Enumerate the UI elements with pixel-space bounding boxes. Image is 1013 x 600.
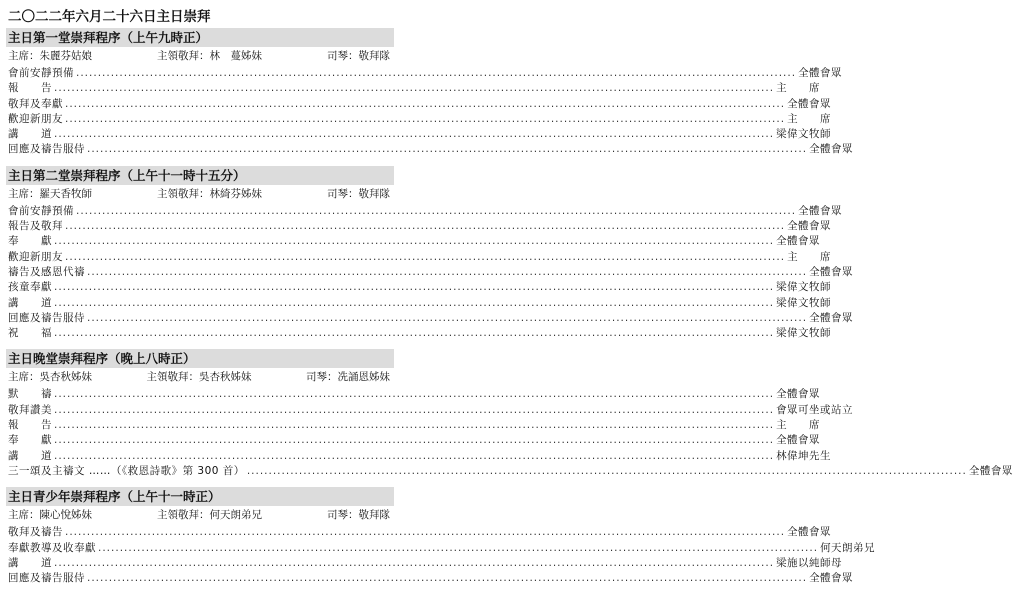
- dot-leader: ......................................................................................................................................................................: [54, 403, 775, 416]
- program-item: 敬拜讚美: [8, 403, 52, 416]
- program-item: 祝 福: [8, 327, 52, 340]
- program-responsible: 何天朗弟兄: [820, 541, 876, 554]
- dot-leader: ......................................................................................................................................................................: [54, 556, 775, 569]
- program-row: [6, 219, 832, 234]
- program-responsible: 會眾可坐或站立: [776, 403, 854, 416]
- page-title: 二〇二二年六月二十六日主日崇拜: [8, 9, 211, 25]
- program-item: 講 道: [8, 296, 52, 309]
- dot-leader: ......................................................................................................................................................................: [87, 143, 808, 156]
- presider-text: 主席：羅天香牧師: [8, 187, 92, 200]
- program-responsible: 全體會眾: [787, 97, 832, 110]
- program-item: 敬拜及禱告: [8, 526, 63, 539]
- section-roles: [6, 47, 394, 66]
- bulletin-page: [6, 6, 1013, 594]
- program-item: 講 道: [8, 128, 52, 141]
- dot-leader: ......................................................................................................................................................................: [54, 419, 775, 432]
- program-item: 回應及禱告服侍: [8, 311, 85, 324]
- program-row: [6, 265, 854, 280]
- program-row: [6, 81, 821, 96]
- program-row: [6, 403, 854, 418]
- section-roles: [6, 368, 394, 387]
- program-item: 會前安靜預備: [8, 67, 74, 79]
- organist-text: 司琴：敬拜隊: [327, 50, 390, 62]
- program-row: [6, 525, 832, 540]
- dot-leader: ......................................................................................................................................................................: [65, 526, 786, 539]
- dot-leader: ......................................................................................................................................................................: [54, 327, 775, 340]
- section-header: 主日晚堂崇拜程序（晚上八時正）: [6, 349, 394, 368]
- program-item: 歡迎新朋友: [8, 112, 63, 125]
- dot-leader: ......................................................................................................................................................................: [54, 449, 775, 462]
- dot-leader: ......................................................................................................................................................................: [87, 265, 808, 278]
- dot-leader: ......................................................................................................................................................................: [54, 128, 775, 141]
- program-responsible: 全體會眾: [798, 204, 843, 217]
- program-item: 報 告: [8, 82, 52, 95]
- program-responsible: 梁偉文牧師: [776, 327, 832, 340]
- dot-leader: ......................................................................................................................................................................: [54, 434, 775, 447]
- program-item: 孩童奉獻: [8, 281, 52, 294]
- program-row: [6, 234, 821, 249]
- dot-leader: ......................................................................................................................................................................: [65, 250, 786, 263]
- program-item: 回應及禱告服侍: [8, 572, 85, 585]
- dot-leader: ......................................................................................................................................................................: [98, 541, 819, 554]
- section-roles: [6, 185, 394, 204]
- program-item: 禱告及感恩代禱: [8, 265, 85, 278]
- program-item: 三一頌及主禱文 ……（《救恩詩歌》第 300 首）: [8, 464, 245, 477]
- presider-text: 主席：陳心悅姊妹: [8, 509, 92, 522]
- program-responsible: 主 席: [787, 112, 832, 125]
- program-row: [6, 127, 832, 142]
- dot-leader: ......................................................................................................................................................................: [76, 67, 797, 79]
- program-row: [6, 449, 832, 464]
- program-responsible: 全體會眾: [809, 572, 854, 585]
- program-responsible: 全體會眾: [776, 235, 821, 248]
- program-row: [6, 142, 854, 157]
- program-row: [6, 433, 821, 448]
- program-responsible: 主 席: [787, 250, 832, 263]
- program-row: [6, 418, 821, 433]
- program-item: 報 告: [8, 419, 52, 432]
- program-responsible: 主 席: [776, 82, 821, 95]
- program-row: [6, 296, 832, 311]
- program-responsible: 梁偉文牧師: [776, 296, 832, 309]
- worship-leader-text: 主領敬拜：吳杏秋姊妹: [146, 371, 252, 384]
- program-row: [6, 112, 832, 127]
- program-row: [6, 541, 876, 556]
- program-item: 敬拜及奉獻: [8, 97, 63, 110]
- presider-text: 主席：吳杏秋姊妹: [8, 371, 92, 384]
- organist-text: 司琴：敬拜隊: [327, 509, 390, 522]
- presider-text: 主席：朱麗芬姑娘: [8, 50, 92, 62]
- program-row: [6, 97, 832, 112]
- program-responsible: 梁偉文牧師: [776, 128, 832, 141]
- program-item: 回應及禱告服侍: [8, 143, 85, 156]
- organist-text: 司琴：敬拜隊: [327, 187, 390, 200]
- organist-text: 司琴：冼誦恩姊妹: [306, 371, 390, 384]
- program-responsible: 全體會眾: [776, 434, 821, 447]
- service-section: [6, 28, 854, 158]
- worship-leader-text: 主領敬拜：何天朗弟兄: [157, 509, 262, 522]
- dot-leader: ......................................................................................................................................................................: [65, 220, 786, 233]
- program-item: 報告及敬拜: [8, 220, 63, 233]
- program-row: [6, 571, 854, 586]
- program-responsible: 全體會眾: [968, 464, 1013, 477]
- program-row: [6, 280, 832, 295]
- program-responsible: 全體會眾: [776, 388, 821, 401]
- worship-leader-text: 主領敬拜：林 蔓姊妹: [157, 50, 262, 62]
- dot-leader: ......................................................................................................................................................................: [76, 204, 797, 217]
- program-responsible: 全體會眾: [809, 311, 854, 324]
- program-responsible: 梁偉文牧師: [776, 281, 832, 294]
- program-item: 講 道: [8, 449, 52, 462]
- program-item: 奉獻教導及收奉獻: [8, 541, 96, 554]
- program-row: [6, 326, 832, 341]
- program-row: [6, 464, 1013, 479]
- program-row: [6, 311, 854, 326]
- program-responsible: 梁施以純師母: [776, 556, 843, 569]
- program-item: 會前安靜預備: [8, 204, 74, 217]
- section-header: 主日青少年崇拜程序（上午十一時正）: [6, 487, 394, 506]
- dot-leader: ......................................................................................................................................................................: [54, 235, 775, 248]
- program-item: 默 禱: [8, 388, 52, 401]
- dot-leader: ......................................................................................................................................................................: [246, 464, 967, 477]
- dot-leader: ......................................................................................................................................................................: [65, 97, 786, 110]
- program-item: 奉 獻: [8, 235, 52, 248]
- service-sections: [6, 28, 1013, 586]
- program-row: [6, 66, 843, 81]
- service-section: [6, 349, 1013, 479]
- section-roles: [6, 506, 394, 525]
- service-section: [6, 487, 876, 586]
- dot-leader: ......................................................................................................................................................................: [54, 82, 775, 95]
- dot-leader: ......................................................................................................................................................................: [87, 572, 808, 585]
- section-header: 主日第一堂崇拜程序（上午九時正）: [6, 28, 394, 47]
- program-row: [6, 387, 821, 402]
- dot-leader: ......................................................................................................................................................................: [54, 296, 775, 309]
- program-responsible: 全體會眾: [787, 220, 832, 233]
- program-responsible: 全體會眾: [798, 67, 843, 79]
- worship-leader-text: 主領敬拜：林綺芬姊妹: [157, 187, 262, 200]
- dot-leader: ......................................................................................................................................................................: [54, 388, 775, 401]
- program-responsible: 全體會眾: [809, 265, 854, 278]
- program-item: 講 道: [8, 556, 52, 569]
- dot-leader: ......................................................................................................................................................................: [54, 281, 775, 294]
- program-row: [6, 250, 832, 265]
- program-row: [6, 556, 843, 571]
- program-responsible: 全體會眾: [787, 526, 832, 539]
- section-header: 主日第二堂崇拜程序（上午十一時十五分）: [6, 166, 394, 185]
- dot-leader: ......................................................................................................................................................................: [65, 112, 786, 125]
- service-section: [6, 166, 854, 342]
- dot-leader: ......................................................................................................................................................................: [87, 311, 808, 324]
- program-responsible: 主 席: [776, 419, 821, 432]
- program-row: [6, 204, 843, 219]
- program-responsible: 全體會眾: [809, 143, 854, 156]
- program-item: 歡迎新朋友: [8, 250, 63, 263]
- program-item: 奉 獻: [8, 434, 52, 447]
- program-responsible: 林偉坤先生: [776, 449, 832, 462]
